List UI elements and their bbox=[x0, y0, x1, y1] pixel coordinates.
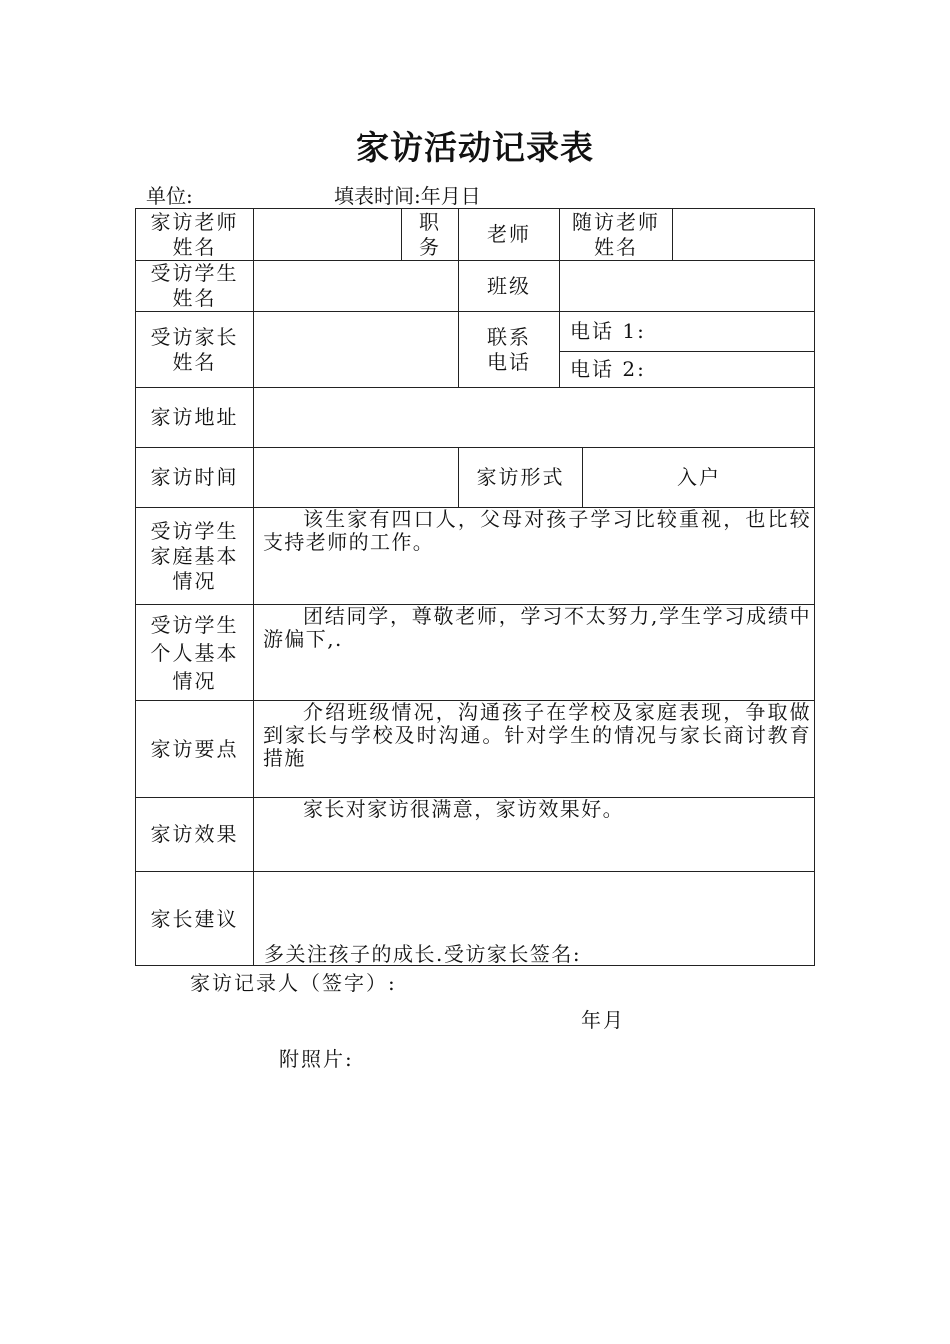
document-title: 家访活动记录表 bbox=[356, 128, 594, 167]
parent-suggestion-text[interactable]: 多关注孩子的成长.受访家长签名: bbox=[253, 871, 815, 966]
date-text: 年月 bbox=[581, 1008, 625, 1032]
position-label: 职务 bbox=[401, 208, 458, 260]
visit-effect-label: 家访效果 bbox=[135, 797, 253, 871]
parent-name-field[interactable] bbox=[253, 311, 458, 387]
teacher-name-label: 家访老师姓名 bbox=[135, 208, 253, 260]
class-label: 班级 bbox=[458, 260, 559, 311]
personal-info-label: 受访学生个人基本情况 bbox=[135, 604, 253, 700]
student-name-label: 受访学生姓名 bbox=[135, 260, 253, 311]
phone-1-field[interactable]: 电话 1: bbox=[559, 311, 815, 351]
address-field[interactable] bbox=[253, 387, 815, 447]
position-value[interactable]: 老师 bbox=[458, 208, 559, 260]
phone-2-field[interactable]: 电话 2: bbox=[559, 351, 815, 387]
parent-suggestion-label: 家长建议 bbox=[135, 871, 253, 966]
visit-form-label: 家访形式 bbox=[458, 447, 582, 507]
accompany-teacher-field[interactable] bbox=[672, 208, 815, 260]
visit-time-label: 家访时间 bbox=[135, 447, 253, 507]
contact-phone-label: 联系电话 bbox=[458, 311, 559, 387]
visit-points-label: 家访要点 bbox=[135, 700, 253, 797]
photo-label: 附照片: bbox=[279, 1047, 354, 1071]
teacher-name-field[interactable] bbox=[253, 208, 401, 260]
address-label: 家访地址 bbox=[135, 387, 253, 447]
personal-info-text[interactable]: 团结同学，尊敬老师，学习不太努力,学生学习成绩中游偏下,. bbox=[253, 604, 815, 700]
recorder-signature-label: 家访记录人（签字）: bbox=[190, 971, 397, 995]
fill-time-label: 填表时间:年月日 bbox=[334, 184, 481, 208]
family-info-label: 受访学生家庭基本情况 bbox=[135, 507, 253, 604]
class-field[interactable] bbox=[559, 260, 815, 311]
student-name-field[interactable] bbox=[253, 260, 458, 311]
visit-points-text[interactable]: 介绍班级情况，沟通孩子在学校及家庭表现，争取做到家长与学校及时沟通。针对学生的情况与家长商讨教育措施 bbox=[253, 700, 815, 797]
family-info-text[interactable]: 该生家有四口人，父母对孩子学习比较重视，也比较支持老师的工作。 bbox=[253, 507, 815, 604]
accompany-teacher-label: 随访老师姓名 bbox=[559, 208, 672, 260]
visit-record-table bbox=[135, 208, 815, 966]
unit-label: 单位: bbox=[146, 184, 193, 208]
visit-time-field[interactable] bbox=[253, 447, 458, 507]
visit-effect-text[interactable]: 家长对家访很满意，家访效果好。 bbox=[253, 797, 815, 871]
visit-form-value[interactable]: 入户 bbox=[582, 447, 815, 507]
parent-name-label: 受访家长姓名 bbox=[135, 311, 253, 387]
